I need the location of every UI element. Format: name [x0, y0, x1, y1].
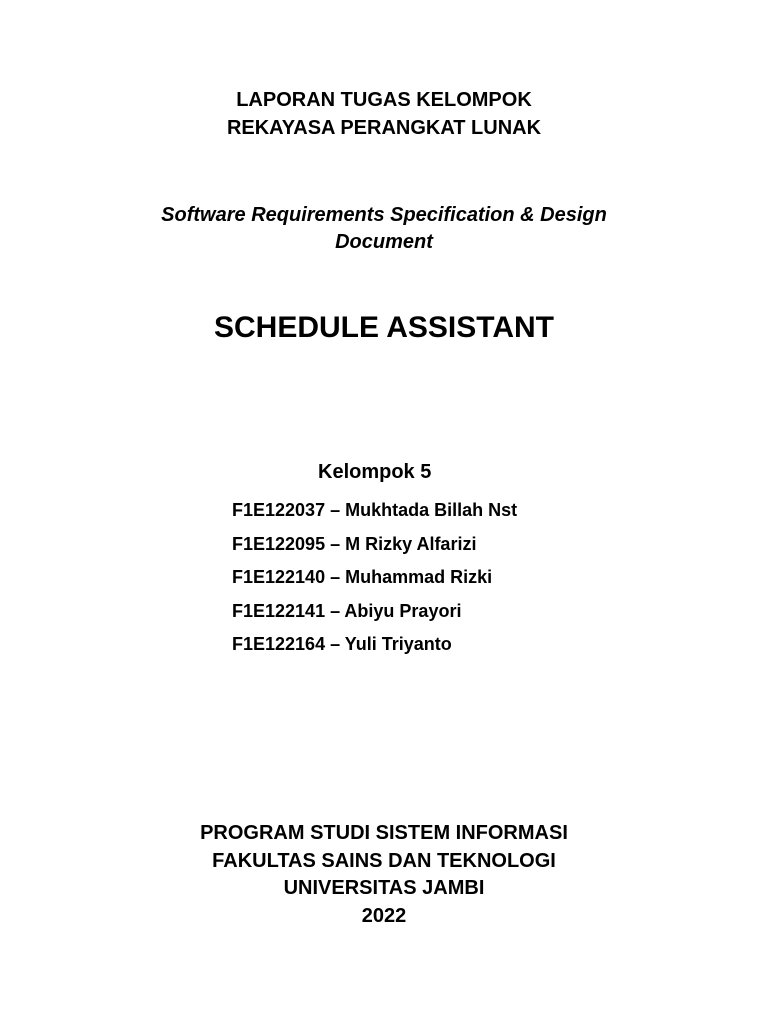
group-name: Kelompok 5 — [318, 461, 432, 483]
member-item: F1E122141 – Abiyu Prayori — [232, 600, 462, 621]
document-subtitle-line-1: Software Requirements Specification & Design — [161, 204, 607, 226]
member-item: F1E122164 – Yuli Triyanto — [232, 634, 452, 654]
report-heading-line-2: REKAYASA PERANGKAT LUNAK — [226, 117, 542, 139]
document-subtitle-line-2: Document — [335, 231, 433, 253]
faculty-name: FAKULTAS SAINS DAN TEKNOLOGI — [212, 850, 556, 872]
study-program: PROGRAM STUDI SISTEM INFORMASI — [200, 822, 568, 844]
university-name: UNIVERSITAS JAMBI — [283, 877, 485, 899]
project-title: SCHEDULE ASSISTANT — [213, 311, 555, 344]
member-list — [232, 494, 517, 662]
member-item: F1E122095 – M Rizky Alfarizi — [232, 533, 477, 554]
member-item: F1E122037 – Mukhtada Billah Nst — [232, 500, 518, 520]
member-item: F1E122140 – Muhammad Rizki — [232, 567, 493, 587]
report-heading-line-1: LAPORAN TUGAS KELOMPOK — [236, 89, 532, 111]
report-year: 2022 — [361, 905, 407, 927]
